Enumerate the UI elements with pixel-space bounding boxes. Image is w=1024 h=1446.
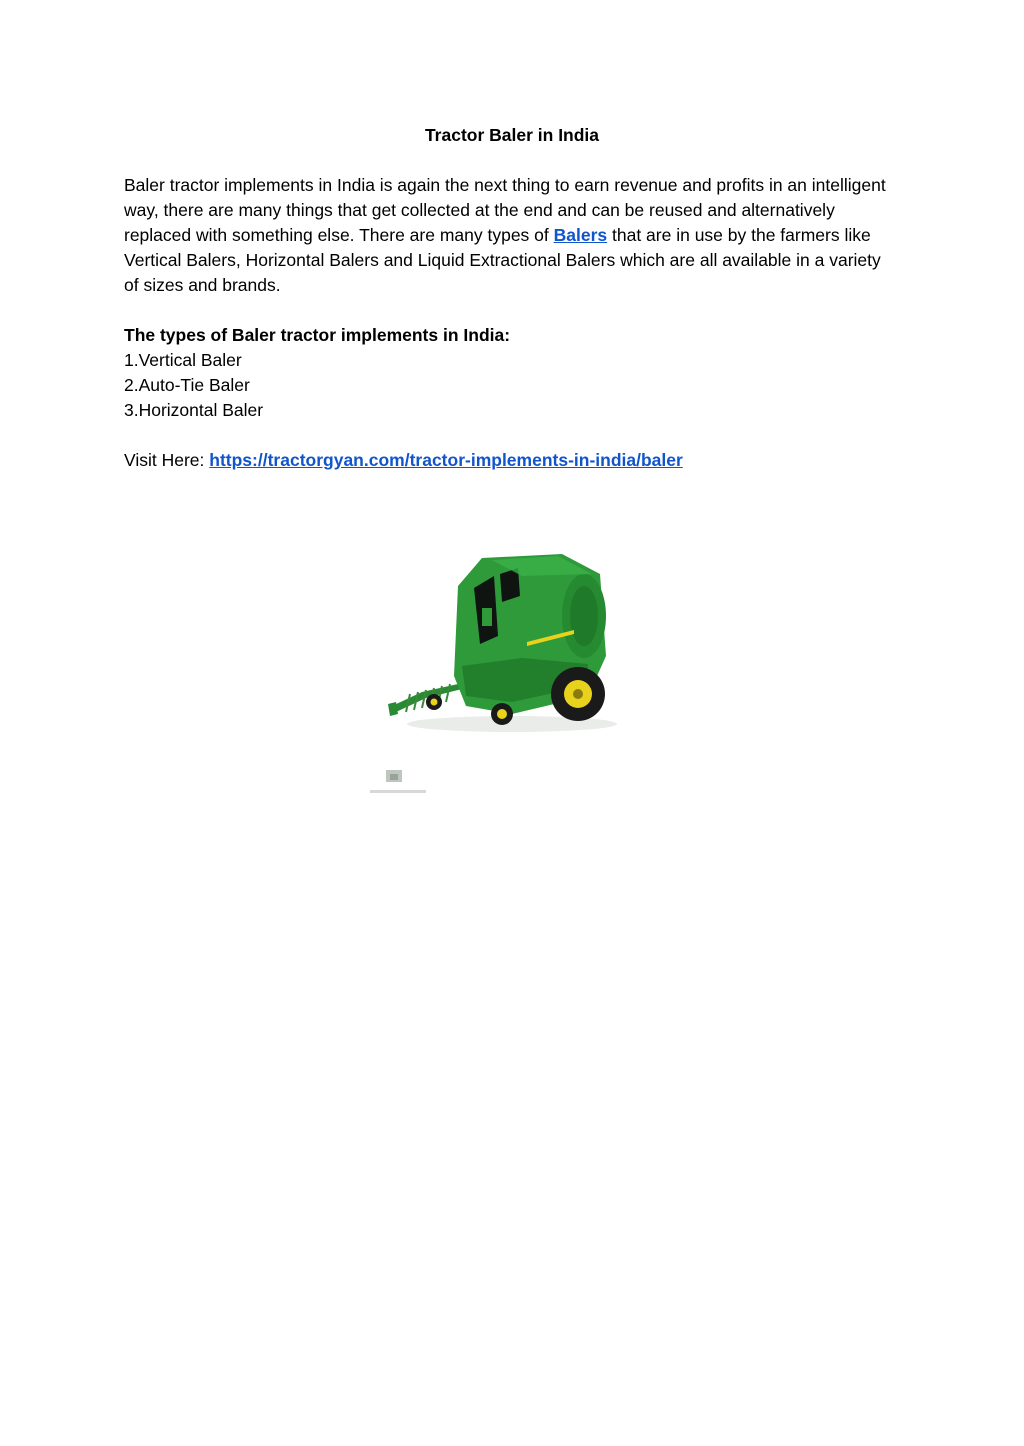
list-item: 3.Horizontal Baler (124, 400, 264, 420)
baler-image (362, 546, 624, 742)
balers-link[interactable]: Balers (553, 225, 608, 245)
spacer (124, 423, 894, 448)
intro-text-after: that are in use by the farmers like Vertical Balers, Horizontal Balers and Liquid Extractional Balers which are all available in a variety of sizes and brands. (124, 225, 881, 295)
baler-illustration (362, 546, 624, 742)
page-title: Tractor Baler in India (424, 125, 600, 145)
thumbnail-image (362, 762, 432, 804)
types-heading: The types of Baler tractor implements in India: (124, 325, 511, 345)
list-item: 1.Vertical Baler (124, 350, 242, 370)
intro-paragraph (124, 173, 894, 298)
intro-text-before: Baler tractor implements in India is again the next thing to earn revenue and profits in an intelligent way, there are many things that get collected at the end and can be reused and alternatively replaced with something else. There are many types of (124, 175, 886, 245)
visit-line (124, 448, 894, 473)
thumbnail-illustration (362, 762, 432, 804)
list-item: 2.Auto-Tie Baler (124, 375, 250, 395)
document-body (124, 173, 894, 473)
visit-label: Visit Here: (124, 450, 210, 470)
spacer (124, 298, 894, 323)
visit-link[interactable]: https://tractorgyan.com/tractor-implements-in-india/baler (209, 450, 683, 470)
